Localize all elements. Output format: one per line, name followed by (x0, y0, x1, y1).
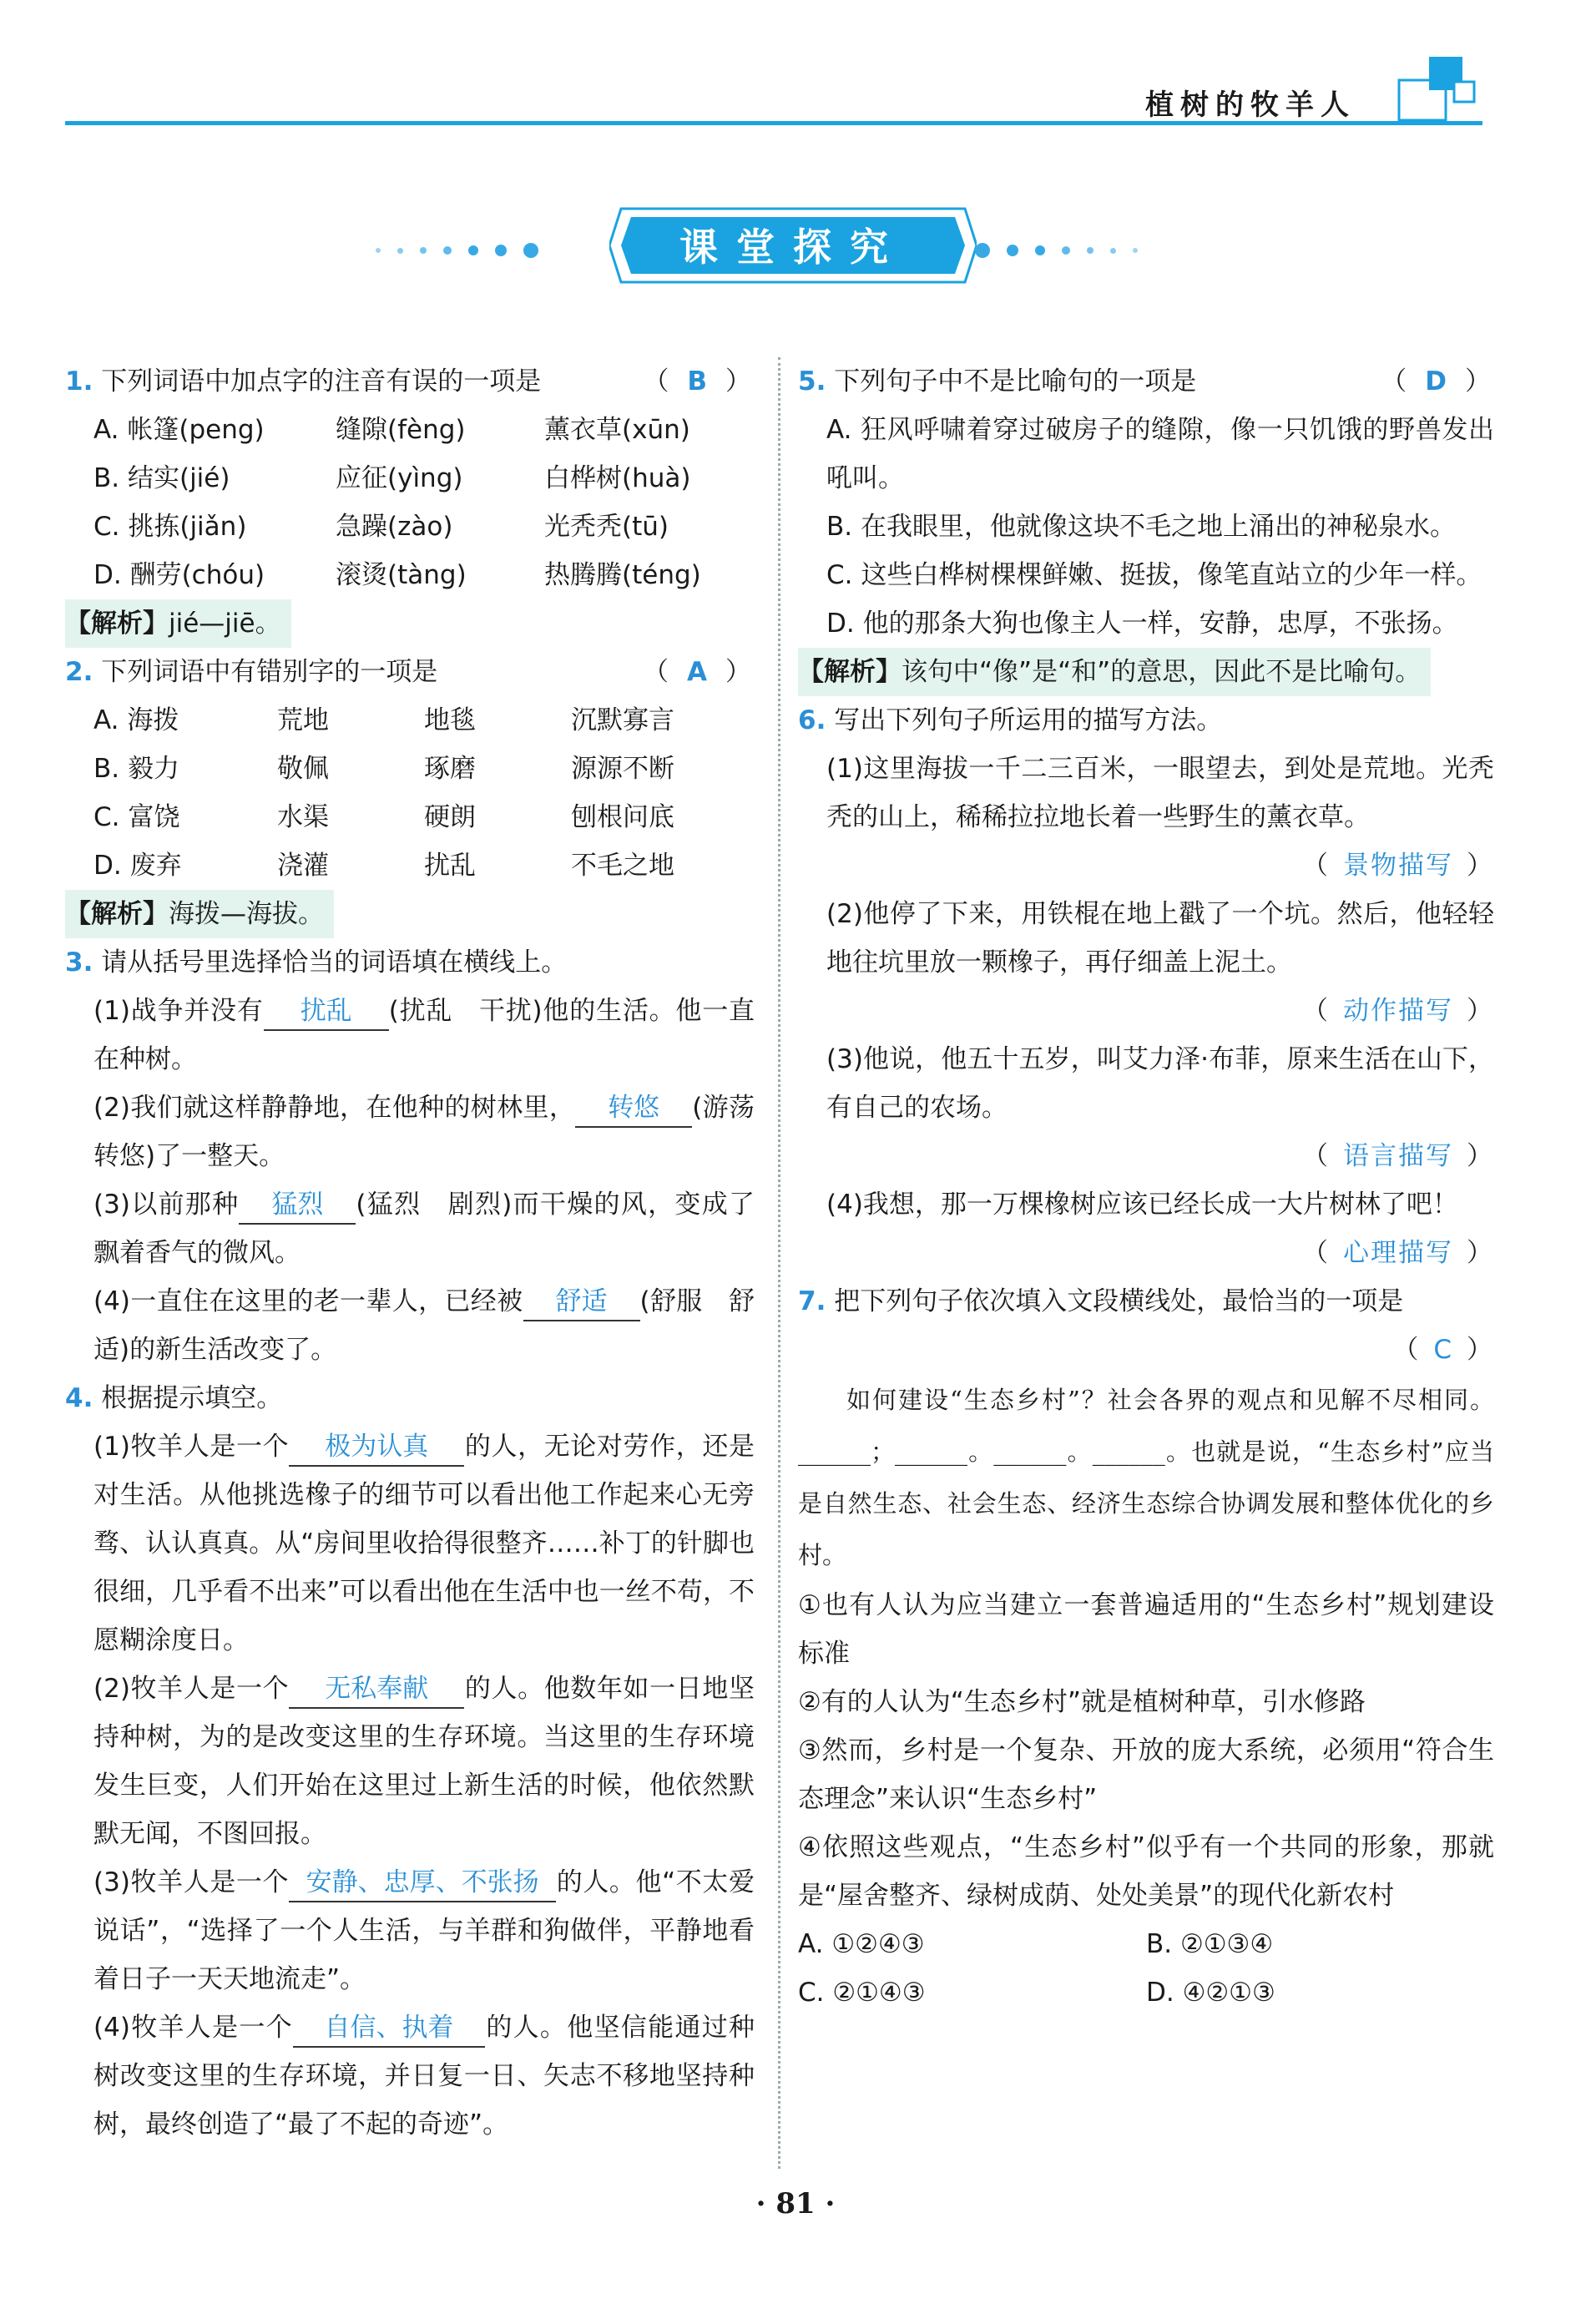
answer-box: （ 动作描写 ） (1302, 996, 1494, 1026)
question-stem: 请从括号里选择恰当的词语填在横线上。 (101, 947, 568, 978)
question-2 (65, 648, 755, 938)
fill-item: (4)牧羊人是一个 自信、执着 的人。他坚信能通过种树改变这里的生存环境，并日复一日、矢志不移地坚持种树，最终创造了“最了不起的奇迹”。 (65, 2003, 755, 2149)
question-5 (798, 357, 1494, 696)
banner-dots-right (975, 242, 1138, 259)
question-stem: 下列词语中有错别字的一项是 (101, 657, 438, 687)
question-number: 3. (65, 947, 93, 978)
answer-box: （ C ） (1392, 1335, 1494, 1365)
chapter-title: 植树的牧羊人 (1145, 88, 1356, 122)
page-number: · 81 · (755, 2187, 836, 2220)
answer-text: 语言描写 (1343, 1141, 1453, 1171)
question-stem: 下列词语中加点字的注音有误的一项是 (101, 366, 542, 397)
answer-box: （ B ） (643, 366, 755, 397)
option-d: D. ④②①③ (1146, 1978, 1275, 2008)
answer-letter: A (687, 657, 710, 687)
option-row: A. 帐篷(peng) 缝隙(fèng) 薰衣草(xūn) (93, 415, 690, 445)
question-number: 1. (65, 366, 93, 397)
question-number: 4. (65, 1383, 93, 1413)
analysis-note: 【解析】海拨—海拔。 (65, 890, 334, 938)
answer-letter: B (687, 366, 710, 397)
answer-fill: 安静、忠厚、不张扬 (289, 1864, 556, 1902)
question-4 (65, 1374, 755, 2149)
answer-text: 动作描写 (1343, 996, 1453, 1026)
option-b: B. ②①③④ (1146, 1929, 1274, 1959)
option-a: A. 狂风呼啸着穿过破房子的缝隙，像一只饥饿的野兽发出吼叫。 (826, 415, 1494, 493)
question-number: 5. (798, 366, 826, 397)
fill-item: (2)我们就这样静静地，在他种的树林里， 转悠 (游荡 转悠)了一整天。 (65, 1084, 755, 1180)
question-6 (798, 696, 1494, 1277)
fill-item: (1)牧羊人是一个 极为认真 的人，无论对劳作，还是对生活。从他挑选橡子的细节可以看出他工作起来心无旁骛、认认真真。从“房间里收拾得很整齐……补丁的针脚也很细，几乎看不出来”可以看出他在生活中也一丝不苟，不愿糊涂度日。 (65, 1422, 755, 1665)
header-squares-icon (1396, 52, 1479, 124)
option-row: B. 毅力 敬佩 琢磨 源源不断 (93, 754, 674, 784)
question-1 (65, 357, 755, 648)
answer-text: 景物描写 (1343, 851, 1453, 881)
sentence-item: (2)他停了下来，用铁棍在地上戳了一个坑。然后，他轻轻地往坑里放一颗橡子，再仔细盖上泥土。 (826, 899, 1494, 978)
answer-fill: 无私奉献 (289, 1670, 464, 1709)
section-banner (359, 199, 1244, 290)
answer-fill: 舒适 (523, 1283, 640, 1321)
question-7 (798, 1277, 1494, 2017)
analysis-note: 【解析】jié—jiē。 (65, 599, 291, 648)
answer-letter: C (1433, 1335, 1453, 1365)
fill-item: (3)以前那种 猛烈 (猛烈 剧烈)而干燥的风，变成了飘着香气的微风。 (65, 1180, 755, 1277)
option-row: D. 酬劳(chóu) 滚烫(tàng) 热腾腾(téng) (93, 560, 701, 590)
question-3 (65, 938, 780, 1374)
banner-dots-left (376, 242, 538, 259)
fill-item: (4)一直住在这里的老一辈人，已经被 舒适 (舒服 舒适)的新生活改变了。 (65, 1277, 755, 1374)
question-stem: 下列句子中不是比喻句的一项是 (834, 366, 1197, 397)
question-number: 2. (65, 657, 93, 687)
answer-fill: 猛烈 (239, 1186, 356, 1225)
fill-item: (3)牧羊人是一个 安静、忠厚、不张扬 的人。他“不太爱说话”，“选择了一个人生活，与羊群和狗做伴，平静地看着日子一天天地流走”。 (65, 1858, 755, 2003)
option-b: B. 在我眼里，他就像这块不毛之地上涌出的神秘泉水。 (826, 512, 1456, 542)
option-d: D. 他的那条大狗也像主人一样，安静，忠厚，不张扬。 (826, 609, 1458, 639)
answer-box: （ D ） (1381, 366, 1494, 397)
answer-fill: 扰乱 (264, 993, 389, 1031)
blanks: ______；______。______。______。 (798, 1437, 1192, 1466)
option-row: B. 结实(jié) 应征(yìng) 白桦树(huà) (93, 463, 691, 493)
question-number: 7. (798, 1286, 826, 1316)
answer-fill: 自信、执着 (293, 2009, 485, 2048)
sentence-4: ④依照这些观点，“生态乡村”似乎有一个共同的形象，那就是“屋舍整齐、绿树成荫、处处美景”的现代化新农村 (798, 1832, 1494, 1911)
answer-box: （ 心理描写 ） (1302, 1238, 1494, 1268)
option-a: A. ①②④③ (798, 1929, 925, 1959)
option-row (798, 1968, 1494, 2017)
sentence-item: (1)这里海拔一千二三百米，一眼望去，到处是荒地。光秃秃的山上，稀稀拉拉地长着一些野生的薰衣草。 (826, 754, 1494, 832)
option-row: C. 富饶 水渠 硬朗 刨根问底 (93, 802, 674, 832)
answer-box: （ 语言描写 ） (1302, 1141, 1494, 1171)
option-row: D. 废弃 浇灌 扰乱 不毛之地 (93, 851, 674, 881)
question-stem: 根据提示填空。 (101, 1383, 283, 1413)
analysis-note: 【解析】该句中“像”是“和”的意思，因此不是比喻句。 (798, 648, 1431, 696)
option-c: C. ②①④③ (798, 1978, 926, 2008)
passage: 如何建设“生态乡村”？社会各界的观点和见解不尽相同。______；______。______。______。也就是说，“生态乡村”应当是自然生态、社会生态、经济生态综合协调发展和整体优化的乡村。 (798, 1386, 1494, 1569)
answer-letter: D (1425, 366, 1450, 397)
option-c: C. 这些白桦树棵棵鲜嫩、挺拔，像笔直站立的少年一样。 (826, 560, 1482, 590)
fill-item: (2)牧羊人是一个 无私奉献 的人。他数年如一日地坚持种树，为的是改变这里的生存环境。当这里的生存环境发生巨变，人们开始在这里过上新生活的时候，他依然默默无闻，不图回报。 (65, 1665, 755, 1858)
left-column (65, 357, 780, 2149)
answer-text: 心理描写 (1343, 1238, 1453, 1268)
column-divider (778, 357, 780, 2169)
sentence-1: ①也有人认为应当建立一套普遍适用的“生态乡村”规划建设标准 (798, 1590, 1494, 1669)
answer-box: （ 景物描写 ） (1302, 851, 1494, 881)
answer-fill: 极为认真 (289, 1428, 464, 1467)
question-stem: 把下列句子依次填入文段横线处，最恰当的一项是 (834, 1286, 1404, 1316)
sentence-item: (4)我想，那一万棵橡树应该已经长成一大片树林了吧！ (826, 1190, 1458, 1220)
option-row (798, 1920, 1494, 1968)
question-stem: 写出下列句子所运用的描写方法。 (834, 705, 1223, 735)
option-row: A. 海拨 荒地 地毯 沉默寡言 (93, 705, 674, 735)
sentence-2: ②有的人认为“生态乡村”就是植树种草，引水修路 (798, 1687, 1366, 1717)
option-row: C. 挑拣(jiǎn) 急躁(zào) 光秃秃(tū) (93, 512, 669, 542)
answer-fill: 转悠 (575, 1089, 692, 1128)
answer-box: （ A ） (643, 657, 755, 687)
sentence-3: ③然而，乡村是一个复杂、开放的庞大系统，必须用“符合生态理念”来认识“生态乡村” (798, 1735, 1494, 1814)
question-number: 6. (798, 705, 826, 735)
fill-item: (1)战争并没有 扰乱 (扰乱 干扰)他的生活。他一直在种树。 (65, 987, 755, 1084)
right-column (798, 357, 1494, 2017)
banner-title: 课堂探究 (679, 225, 907, 270)
sentence-item: (3)他说，他五十五岁，叫艾力泽·布菲，原来生活在山下，有自己的农场。 (826, 1044, 1494, 1123)
